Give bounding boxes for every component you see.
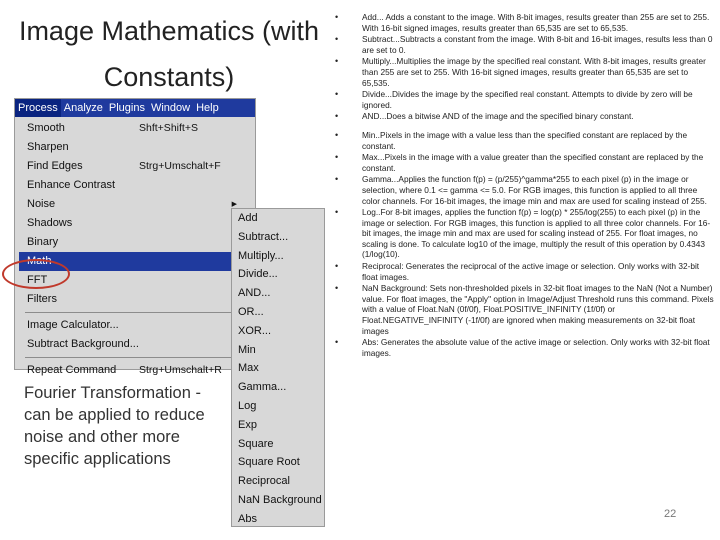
bullet-item <box>334 207 716 260</box>
bullet-text: Add... Adds a constant to the image. With 8-bit images, results greater than 255 are set to 255. With 16-bit signed images, results greater than 65,535 are set to 65,535. <box>362 12 710 33</box>
bullet-text: Abs: Generates the absolute value of the active image or selection. Only works with 32-bit float images. <box>362 337 710 358</box>
bullet-dot-icon: • <box>335 34 339 45</box>
menu-item-find-edges[interactable] <box>19 157 251 176</box>
menu-item-label: Smooth <box>27 122 65 134</box>
bullet-text: AND...Does a bitwise AND of the image and the specified binary constant. <box>362 111 634 122</box>
math-item-gamma[interactable]: Gamma... <box>238 381 287 394</box>
math-item-max[interactable]: Max <box>238 362 259 375</box>
math-submenu <box>231 208 325 527</box>
bullet-text: Subtract...Subtracts a constant from the image. With 8-bit and 16-bit images, results less than 0 are set to 0. <box>362 34 713 55</box>
menu-item-label: Sharpen <box>27 141 69 153</box>
bullet-item <box>334 12 716 33</box>
menu-item-enhance-contrast[interactable] <box>19 176 251 195</box>
bullet-text: NaN Background: Sets non-thresholded pixels in 32-bit float images to the NaN (Not a Number) value. For float images, the "Apply" option in Image/Adjust Threshold runs this command. Pixels with a value of Float.NaN (0f/0f), Float.POSITIVE_INFINITY (1f/0f) or Float.NEGATIVE_INFINITY (-1f/0f) are ignored when making measurements on 32-bit float images <box>362 283 714 336</box>
menu-item-repeat-command[interactable] <box>19 361 251 380</box>
menu-item-filters[interactable] <box>19 290 251 309</box>
bullet-item <box>334 130 716 151</box>
bullet-dot-icon: • <box>335 283 339 294</box>
bullet-item <box>334 152 716 173</box>
math-item-log[interactable]: Log <box>238 399 257 412</box>
menu-item-label: Noise <box>27 198 56 210</box>
menubar-item-plugins[interactable]: Plugins <box>108 102 145 114</box>
menu-item-label: Enhance Contrast <box>27 179 116 191</box>
bullet-dot-icon: • <box>335 174 339 185</box>
menu-item-shortcut: Strg+Umschalt+F <box>139 160 221 172</box>
menu-item-label: Repeat Command <box>27 364 117 376</box>
bullet-list <box>334 12 716 359</box>
math-item-add[interactable]: Add <box>238 212 258 224</box>
menu-item-label: Subtract Background... <box>27 338 139 350</box>
math-item-square[interactable]: Square <box>238 437 274 450</box>
math-item-min[interactable]: Min <box>238 343 256 356</box>
bullet-item <box>334 337 716 358</box>
menubar-item-process[interactable]: Process <box>15 99 61 117</box>
bullet-item <box>334 56 716 88</box>
menu-item-label: Find Edges <box>27 160 83 172</box>
bullet-item <box>334 261 716 282</box>
menubar <box>15 99 255 117</box>
bullet-dot-icon: • <box>335 207 339 218</box>
menu-item-shadows[interactable] <box>19 214 251 233</box>
menu-item-label: Filters <box>27 293 57 305</box>
title-line-2: Constants) <box>103 62 235 92</box>
menu-item-binary[interactable] <box>19 233 251 252</box>
bullet-text: Log..For 8-bit images, applies the function f(p) = log(p) * 255/log(255) to each pixel (p) in the image or selection. For RGB images, this function is applied to all three color channels. For 16-bit images, the image min and max are used for scaling instead of 255. For float images, no scaling is done. To calculate log10 of the image, multiply the result of this operation by 0.4343 (1/log(10). <box>362 207 711 260</box>
bullet-item <box>334 34 716 55</box>
process-menu <box>19 119 251 380</box>
bullet-text: Min..Pixels in the image with a value less than the specified constant are replaced by the constant. <box>362 129 688 151</box>
bullet-text: Max...Pixels in the image with a value greater than the specified constant are replaced by the constant. <box>362 152 704 173</box>
bullet-dot-icon: • <box>335 56 339 67</box>
math-item-exp[interactable]: Exp <box>238 418 257 431</box>
menu-item-shortcut: Shft+Shift+S <box>139 122 198 134</box>
menu-item-label: Binary <box>27 236 59 248</box>
math-item-and[interactable]: AND... <box>238 287 271 300</box>
page-number: 22 <box>664 508 677 520</box>
menubar-item-window[interactable]: Window <box>150 102 191 114</box>
bullet-item <box>334 89 716 110</box>
menu-item-subtract-background[interactable] <box>19 335 251 354</box>
process-menu-screenshot <box>14 98 256 376</box>
bullet-dot-icon: • <box>335 111 339 122</box>
math-item-reciprocal[interactable]: Reciprocal <box>238 475 290 488</box>
math-item-or[interactable]: OR... <box>238 305 264 318</box>
menu-item-image-calculator[interactable] <box>19 316 251 335</box>
math-item-subtract[interactable]: Subtract... <box>238 230 289 243</box>
submenu-arrow-icon: ▶ <box>231 201 237 208</box>
bullet-text: Gamma...Applies the function f(p) = (p/255)^gamma*255 to each pixel (p) in the image or selection, where 0.1 <= gamma <= 5.0. For RGB images, this function is applied to all three color channels. For 16-bit images, the image min and max are used for scaling instead of 255. <box>362 174 707 206</box>
menu-item-noise[interactable] <box>19 195 251 214</box>
menubar-item-help[interactable]: Help <box>196 102 219 114</box>
math-item-multiply[interactable]: Multiply... <box>238 249 284 262</box>
bullet-text: Reciprocal: Generates the reciprocal of the active image or selection. Only works with 32-bit float images. <box>362 261 700 282</box>
menu-item-smooth[interactable] <box>19 119 251 138</box>
bullet-dot-icon: • <box>335 152 339 163</box>
math-item-nan-background[interactable]: NaN Background <box>238 493 322 506</box>
bullet-item <box>334 111 716 122</box>
bullet-text: Divide...Divides the image by the specified real constant. Attempts to divide by zero will be ignored. <box>362 89 693 110</box>
menu-item-label: Image Calculator... <box>27 319 119 331</box>
menu-item-label: Math <box>27 255 52 267</box>
menu-item-sharpen[interactable] <box>19 138 251 157</box>
math-item-abs[interactable]: Abs <box>238 512 257 525</box>
menu-item-label: FFT <box>27 274 48 286</box>
math-item-xor[interactable]: XOR... <box>238 324 272 337</box>
menu-item-shortcut: Strg+Umschalt+R <box>139 364 222 376</box>
menu-separator <box>25 357 245 358</box>
bullet-text: Multiply...Multiplies the image by the specified real constant. With 8-bit images, results greater than 255 are set to 255. With 16-bit signed images, results greater than 65,535 are set to 65,535. <box>362 56 706 88</box>
menubar-item-analyze[interactable]: Analyze <box>63 102 103 114</box>
bullet-dot-icon: • <box>335 89 339 100</box>
bullet-dot-icon: • <box>335 12 339 22</box>
menu-separator <box>25 312 245 313</box>
title-line-1: Image Mathematics (with <box>18 16 320 46</box>
math-item-square-root[interactable]: Square Root <box>238 456 300 469</box>
menu-item-label: Shadows <box>27 217 73 229</box>
math-item-divide[interactable]: Divide... <box>238 268 278 281</box>
bullet-dot-icon: • <box>335 261 339 272</box>
bullet-dot-icon: • <box>335 337 339 348</box>
fft-highlight-circle <box>2 259 70 289</box>
bullet-item <box>334 174 716 206</box>
fourier-caption: Fourier Transformation - can be applied to reduce noise and other more specific applications <box>24 384 205 468</box>
bullet-item <box>334 283 716 336</box>
bullet-dot-icon: • <box>335 129 339 140</box>
slide-title <box>14 8 324 100</box>
